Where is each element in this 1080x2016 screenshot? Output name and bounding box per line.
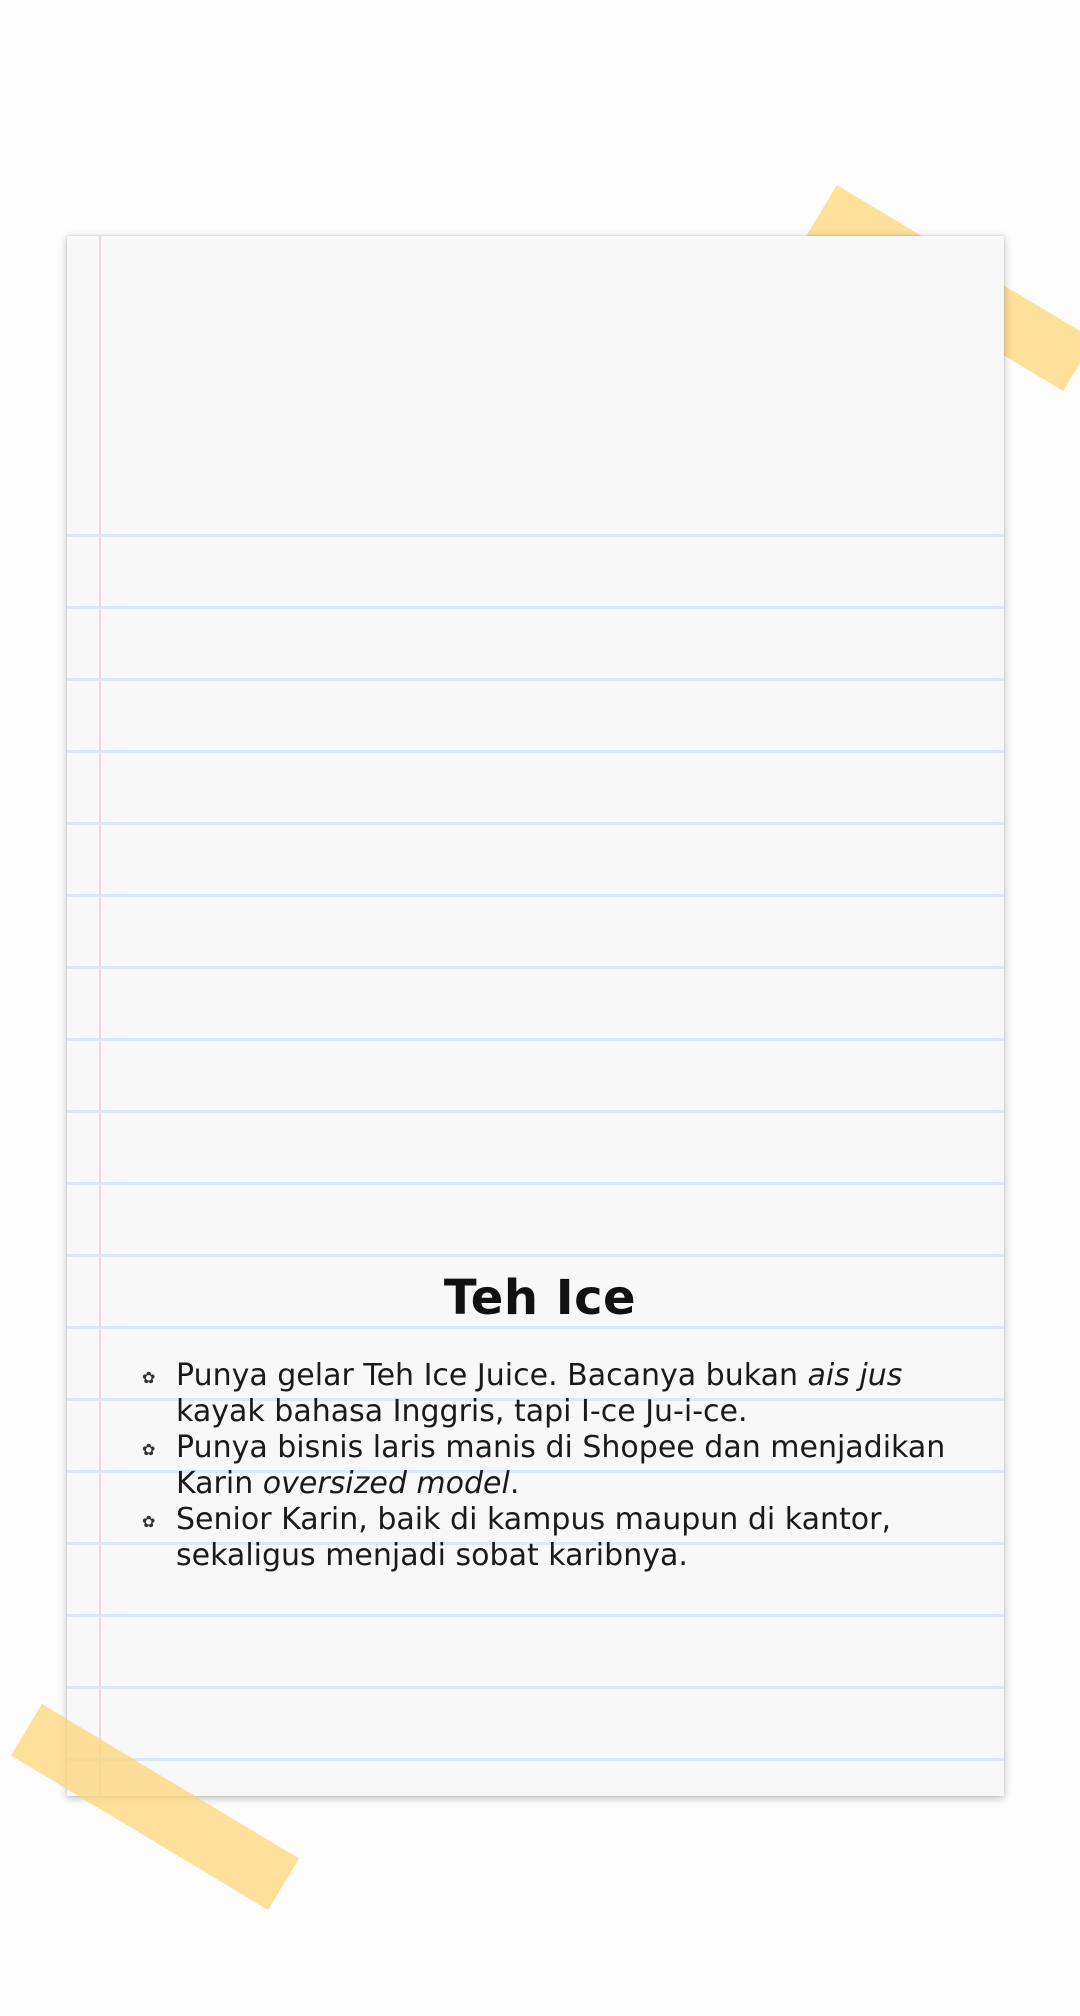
list-item-text: Punya gelar Teh Ice Juice. Bacanya bukan ais jus kayak bahasa Inggris, tapi I-ce Ju-i-ce.	[176, 1358, 903, 1429]
paper-rule	[67, 1182, 1004, 1185]
flower-bullet-icon: ✿	[142, 1512, 156, 1531]
paper-rule	[67, 1614, 1004, 1617]
margin-line	[99, 236, 101, 1796]
list-item	[138, 1358, 968, 1430]
paper-rule	[67, 894, 1004, 897]
paper-rule	[67, 822, 1004, 825]
paper-rule	[67, 750, 1004, 753]
paper-rule	[67, 966, 1004, 969]
paper-rule	[67, 534, 1004, 537]
list-item	[138, 1430, 968, 1502]
flower-bullet-icon: ✿	[142, 1440, 156, 1459]
list-item	[138, 1502, 968, 1574]
page-title: Teh Ice	[443, 1270, 637, 1326]
list-item-text: Senior Karin, baik di kampus maupun di kantor, sekaligus menjadi sobat karibnya.	[176, 1502, 891, 1573]
paper-rule	[67, 1038, 1004, 1041]
paper-rule	[67, 606, 1004, 609]
bullet-list	[138, 1358, 968, 1574]
flower-bullet-icon: ✿	[142, 1368, 156, 1387]
paper-rule	[67, 678, 1004, 681]
list-item-text: Punya bisnis laris manis di Shopee dan menjadikan Karin oversized model.	[176, 1430, 946, 1501]
paper-rule	[67, 1686, 1004, 1689]
paper-rule	[67, 1758, 1004, 1761]
paper-rule	[67, 1326, 1004, 1329]
paper-rule	[67, 1110, 1004, 1113]
paper-rule	[67, 1254, 1004, 1257]
